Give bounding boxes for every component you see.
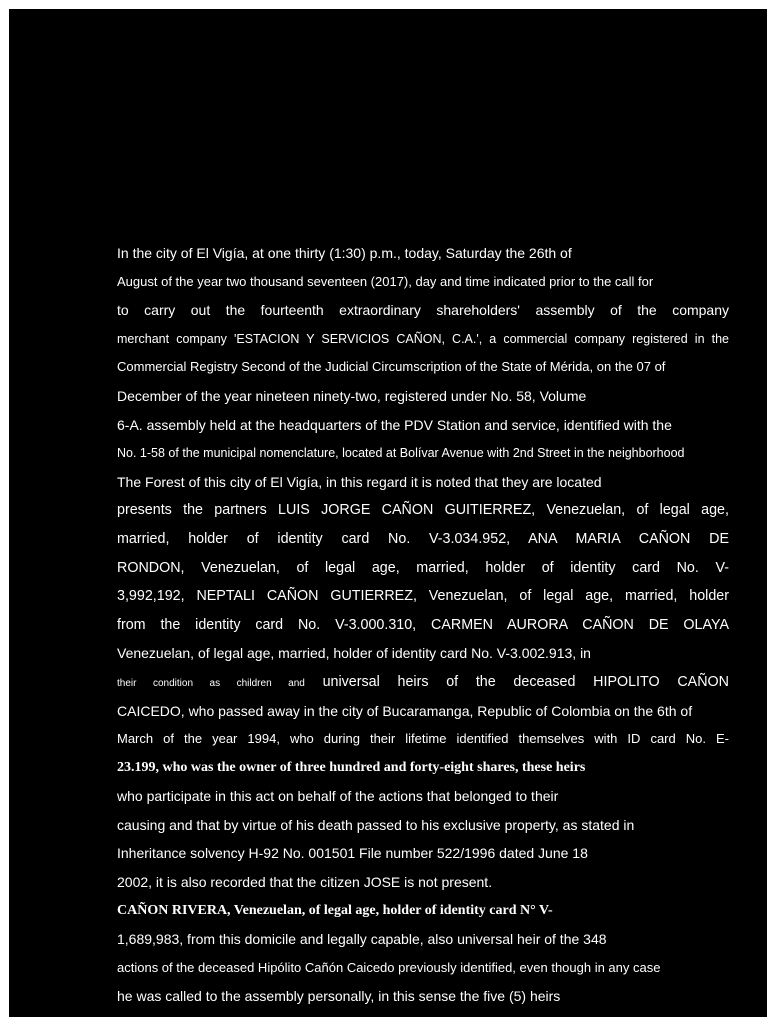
text-line: 6-A. assembly held at the headquarters of the PDV Station and service, identified with the — [117, 416, 672, 433]
text-line: CAÑON RIVERA, Venezuelan, of legal age, holder of identity card N° V- — [117, 902, 553, 918]
text-line-mixed — [117, 668, 729, 697]
text-line: 23.199, who was the owner of three hundred and forty-eight shares, these heirs — [117, 759, 586, 775]
text-line: causing and that by virtue of his death passed to his exclusive property, as stated in — [117, 816, 635, 833]
text-line: 2002, it is also recorded that the citizen JOSE is not present. — [117, 874, 493, 891]
text-line: to carry out the fourteenth extraordinary shareholders' assembly of the company — [117, 302, 729, 319]
text-line: 1,689,983, from this domicile and legally capable, also universal heir of the 348 — [117, 931, 607, 948]
text-line: who participate in this act on behalf of the actions that belonged to their — [117, 788, 559, 805]
text-line: presents the partners LUIS JORGE CAÑON GUITIERREZ, Venezuelan, of legal age, — [117, 502, 729, 519]
text-line: CAICEDO, who passed away in the city of Bucaramanga, Republic of Colombia on the 6th of — [117, 702, 693, 719]
text-line: he was called to the assembly personally, in this sense the five (5) heirs — [117, 988, 561, 1005]
text-line: In the city of El Vigía, at one thirty (1:30) p.m., today, Saturday the 26th of — [117, 245, 572, 261]
text-line-rest-part: universal heirs of the deceased HIPOLITO CAÑON — [322, 673, 729, 690]
text-line-small-part: their condition as children and — [117, 677, 305, 689]
text-line: Venezuelan, of legal age, married, holder of identity card No. V-3.002.913, in — [117, 645, 591, 662]
document-body — [117, 239, 729, 1011]
text-line: merchant company 'ESTACION Y SERVICIOS CAÑON, C.A.', a commercial company registered in the — [117, 331, 729, 346]
text-line: RONDON, Venezuelan, of legal age, married, holder of identity card No. V- — [117, 559, 729, 576]
text-line: The Forest of this city of El Vigía, in this regard it is noted that they are located — [117, 473, 602, 490]
text-line: 3,992,192, NEPTALI CAÑON GUTIERREZ, Venezuelan, of legal age, married, holder — [117, 588, 729, 605]
document-page — [9, 9, 767, 1017]
text-line: from the identity card No. V-3.000.310, CARMEN AURORA CAÑON DE OLAYA — [117, 616, 729, 633]
text-line: August of the year two thousand seventeen (2017), day and time indicated prior to the call for — [117, 273, 654, 289]
text-line: Commercial Registry Second of the Judicial Circumscription of the State of Mérida, on the 07 of — [117, 359, 666, 375]
text-line: December of the year nineteen ninety-two, registered under No. 58, Volume — [117, 387, 587, 404]
text-line: Inheritance solvency H-92 No. 001501 File number 522/1996 dated June 18 — [117, 845, 588, 862]
text-line: married, holder of identity card No. V-3.034.952, ANA MARIA CAÑON DE — [117, 530, 729, 547]
text-line: No. 1-58 of the municipal nomenclature, located at Bolívar Avenue with 2nd Street in the neighborhood — [117, 446, 685, 461]
text-line: March of the year 1994, who during their lifetime identified themselves with ID card No. E- — [117, 731, 729, 747]
text-line: actions of the deceased Hipólito Cañón Caicedo previously identified, even though in any case — [117, 959, 661, 975]
